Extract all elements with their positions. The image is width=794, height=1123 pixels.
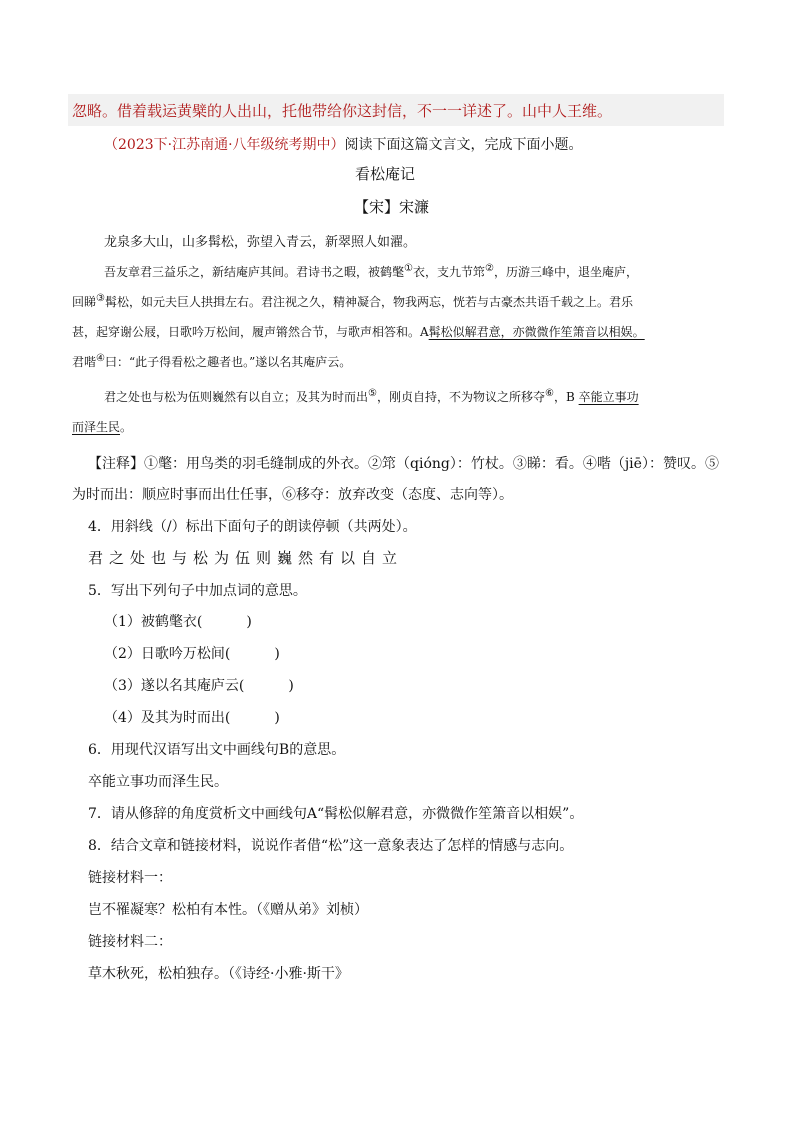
underlined-sentence-b-part-2: 而泽生民 [72, 420, 121, 434]
passage-title: 看松庵记 [355, 165, 416, 183]
footnote-ref: ③ [96, 293, 105, 304]
question-5-prompt: 5．写出下列句子中加点词的意思。 [88, 583, 307, 599]
passage-paragraph-2-line-4: 君喈④曰：“此子得看松之趣者也。”遂以名其庵庐云。 [72, 353, 352, 369]
footnote-ref: ⑤ [368, 388, 377, 399]
link-material-1-text: 岂不罹凝寒？松柏有本性。（《赠从弟》刘桢） [88, 902, 368, 918]
question-5-item-3: （3）遂以名其庵庐云( ) [104, 678, 294, 694]
underlined-sentence-a: 髯松似解君意，亦微微作笙箫音以相娱。 [428, 325, 645, 339]
question-7-prompt: 7．请从修辞的角度赏析文中画线句A“髯松似解君意，亦微微作笙箫音以相娱”。 [88, 806, 584, 822]
source-tag: （2023下·江苏南通·八年级统考期中） [104, 137, 345, 153]
source-line [104, 134, 583, 154]
footnote-ref: ⑥ [545, 388, 554, 399]
question-4-sentence: 君之处也与松为伍则巍然有以自立 [88, 549, 404, 567]
notes-line-1: 【注释】①氅：用鸟类的羽毛缝制成的外衣。②筇（qióng）：竹杖。③睇：看。④喈（jiē）：赞叹。⑤ [88, 456, 719, 472]
passage-paragraph-2-line-3: 甚，起穿谢公屐，日歌吟万松间，履声锵然合节，与歌声相答和。A髯松似解君意，亦微微作笙箫音以相娱。 [72, 325, 645, 339]
passage-paragraph-1: 龙泉多大山，山多髯松，弥望入青云，新翠照人如濯。 [104, 235, 417, 250]
footnote-ref: ② [485, 263, 494, 274]
question-6-sentence: 卒能立事功而泽生民。 [88, 774, 228, 790]
footnote-ref: ④ [96, 353, 105, 364]
question-8-prompt: 8．结合文章和链接材料，说说作者借“松”这一意象表达了怎样的情感与志向。 [88, 838, 574, 854]
link-material-1-title: 链接材料一： [88, 870, 172, 886]
passage-paragraph-3-line-2: 而泽生民。 [72, 420, 133, 434]
question-5-item-1: （1）被鹤氅衣( ) [104, 614, 252, 630]
passage-paragraph-3-line-1: 君之处也与松为伍则巍然有以自立；及其为时而出⑤，刚贞自持，不为物议之所移夺⑥，B 卒能立事功 [104, 388, 639, 404]
notes-line-2: 为时而出：顺应时事而出仕任事，⑥移夺：放弃改变（态度、志向等）。 [72, 487, 513, 503]
passage-paragraph-2-line-1: 吾友章君三益乐之，新结庵庐其间。君诗书之暇，被鹤氅①衣，支九节筇②，历游三峰中，退坐庵庐， [104, 263, 638, 279]
source-instruction: 阅读下面这篇文言文，完成下面小题。 [344, 137, 583, 153]
passage-author: 【宋】宋濂 [354, 198, 430, 216]
link-material-2-title: 链接材料二： [88, 934, 172, 950]
footnote-ref: ① [404, 263, 413, 274]
question-6-prompt: 6．用现代汉语写出文中画线句B的意思。 [88, 742, 346, 758]
question-5-item-4: （4）及其为时而出( ) [104, 710, 280, 726]
question-5-item-2: （2）日歌吟万松间( ) [104, 646, 280, 662]
intro-line: 忽略。借着载运黄檗的人出山，托他带给你这封信，不一一详述了。山中人王维。 [72, 102, 613, 120]
underlined-sentence-b-part-1: 卒能立事功 [578, 390, 639, 404]
question-4-prompt: 4．用斜线（/）标出下面句子的朗读停顿（共两处）。 [88, 519, 417, 535]
link-material-2-text: 草木秋死，松柏独存。（《诗经·小雅·斯干》 [88, 966, 349, 982]
passage-paragraph-2-line-2: 回睇③髯松，如元夫巨人拱揖左右。君注视之久，精神凝合，物我两忘，恍若与古豪杰共语千载之上。君乐 [72, 293, 633, 309]
